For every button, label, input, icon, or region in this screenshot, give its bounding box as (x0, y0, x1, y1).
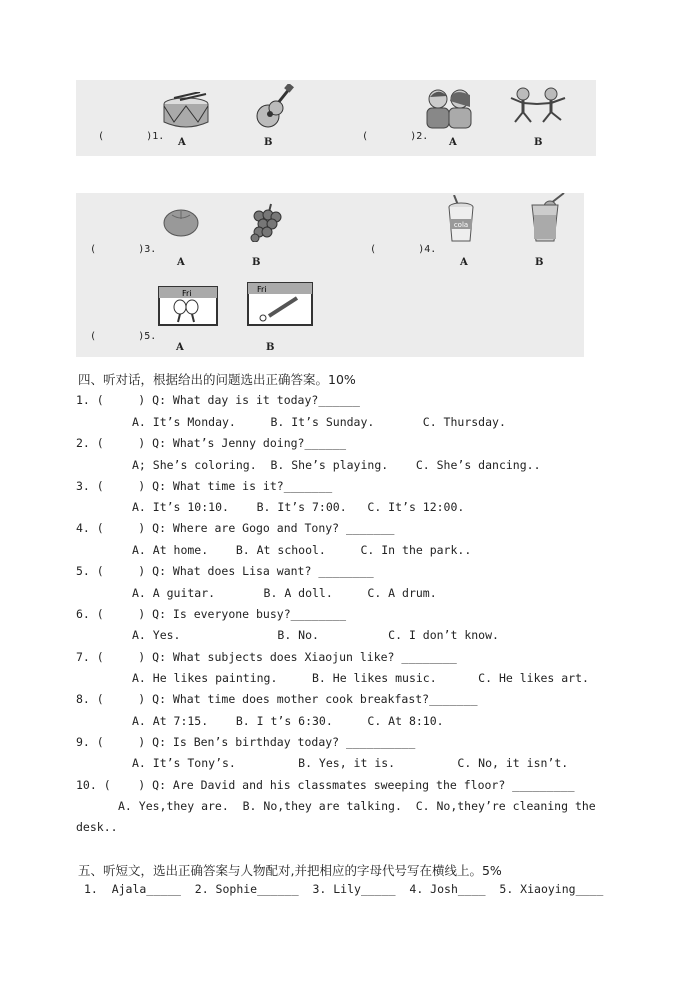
picture-question-3 (78, 233, 156, 255)
name-matching-line: 1. Ajala_____ 2. Sophie______ 3. Lily_____ 4. Josh____ 5. Xiaoying____ (84, 882, 604, 896)
answer-options-1: A. It’s Monday. B. It’s Sunday. C. Thursday. (132, 415, 506, 429)
juice-glass-icon (524, 193, 570, 243)
calendar-day-label: Fri (257, 285, 267, 294)
option-label-b: B (534, 137, 543, 148)
grapes-icon (247, 202, 283, 242)
option-label-b: B (266, 342, 275, 353)
answer-options-2: A; She’s coloring. B. She’s playing. C. She’s dancing.. (132, 458, 541, 472)
answer-options-10: A. Yes,they are. B. No,they are talking. C. No,they’re cleaning the (118, 799, 596, 813)
section-5-heading: 五、听短文，选出正确答案与人物配对,并把相应的字母代号写在横线上。5% (78, 863, 502, 878)
answer-options-4: A. At home. B. At school. C. In the park.. (132, 543, 472, 557)
couple-talking-icon (420, 87, 478, 129)
question-number: 4. (424, 244, 437, 255)
picture-question-5 (78, 320, 156, 342)
listening-question-7: 7. ( ) Q: What subjects does Xiaojun like? ________ (76, 650, 457, 664)
listening-question-8: 8. ( ) Q: What time does mother cook breakfast?_______ (76, 692, 478, 706)
cola-cup-icon (444, 195, 478, 243)
answer-options-10-continued: desk.. (76, 820, 118, 834)
listening-question-2: 2. ( ) Q: What’s Jenny doing?______ (76, 436, 347, 450)
question-number: 1. (152, 131, 165, 142)
picture-question-1 (86, 120, 164, 142)
children-dancing-icon (505, 86, 571, 126)
question-number: 3. (144, 244, 157, 255)
option-label-b: B (264, 137, 273, 148)
calendar-day-label: Fri (182, 289, 192, 298)
option-label-a: A (460, 257, 468, 268)
option-label-a: A (449, 137, 457, 148)
answer-options-5: A. A guitar. B. A doll. C. A drum. (132, 586, 437, 600)
option-label-a: A (178, 137, 186, 148)
answer-options-7: A. He likes painting. B. He likes music. C. He likes art. (132, 671, 589, 685)
listening-question-5: 5. ( ) Q: What does Lisa want? ________ (76, 564, 374, 578)
listening-question-9: 9. ( ) Q: Is Ben’s birthday today? __________ (76, 735, 416, 749)
answer-paren: ( ) (362, 131, 417, 142)
listening-question-3: 3. ( ) Q: What time is it?_______ (76, 479, 333, 493)
answer-options-6: A. Yes. B. No. C. I don’t know. (132, 628, 499, 642)
option-label-b: B (252, 257, 261, 268)
answer-paren: ( ) (370, 244, 425, 255)
friday-baseball-calendar-icon (247, 282, 313, 326)
picture-question-4 (358, 233, 436, 255)
answer-options-3: A. It’s 10:10. B. It’s 7:00. C. It’s 12:00. (132, 500, 465, 514)
option-label-a: A (177, 257, 185, 268)
guitar-icon (252, 84, 296, 130)
question-number: 2. (416, 131, 429, 142)
answer-paren: ( ) (90, 244, 145, 255)
section-4-heading: 四、听对话，根据给出的问题选出正确答案。10% (78, 372, 356, 387)
friday-tennis-calendar-icon (158, 286, 218, 326)
cola-label: cola (453, 221, 469, 229)
option-label-a: A (176, 342, 184, 353)
listening-question-10: 10. ( ) Q: Are David and his classmates sweeping the floor? _________ (76, 778, 575, 792)
answer-options-8: A. At 7:15. B. I t’s 6:30. C. At 8:10. (132, 714, 444, 728)
listening-question-4: 4. ( ) Q: Where are Gogo and Tony? _______ (76, 521, 395, 535)
answer-options-9: A. It’s Tony’s. B. Yes, it is. C. No, it isn’t. (132, 756, 569, 770)
bun-icon (162, 205, 200, 237)
question-number: 5. (144, 331, 157, 342)
picture-question-2 (350, 120, 428, 142)
answer-paren: ( ) (98, 131, 153, 142)
option-label-b: B (535, 257, 544, 268)
drum-icon (160, 92, 212, 130)
listening-question-6: 6. ( ) Q: Is everyone busy?________ (76, 607, 347, 621)
listening-question-1: 1. ( ) Q: What day is it today?______ (76, 393, 360, 407)
answer-paren: ( ) (90, 331, 145, 342)
